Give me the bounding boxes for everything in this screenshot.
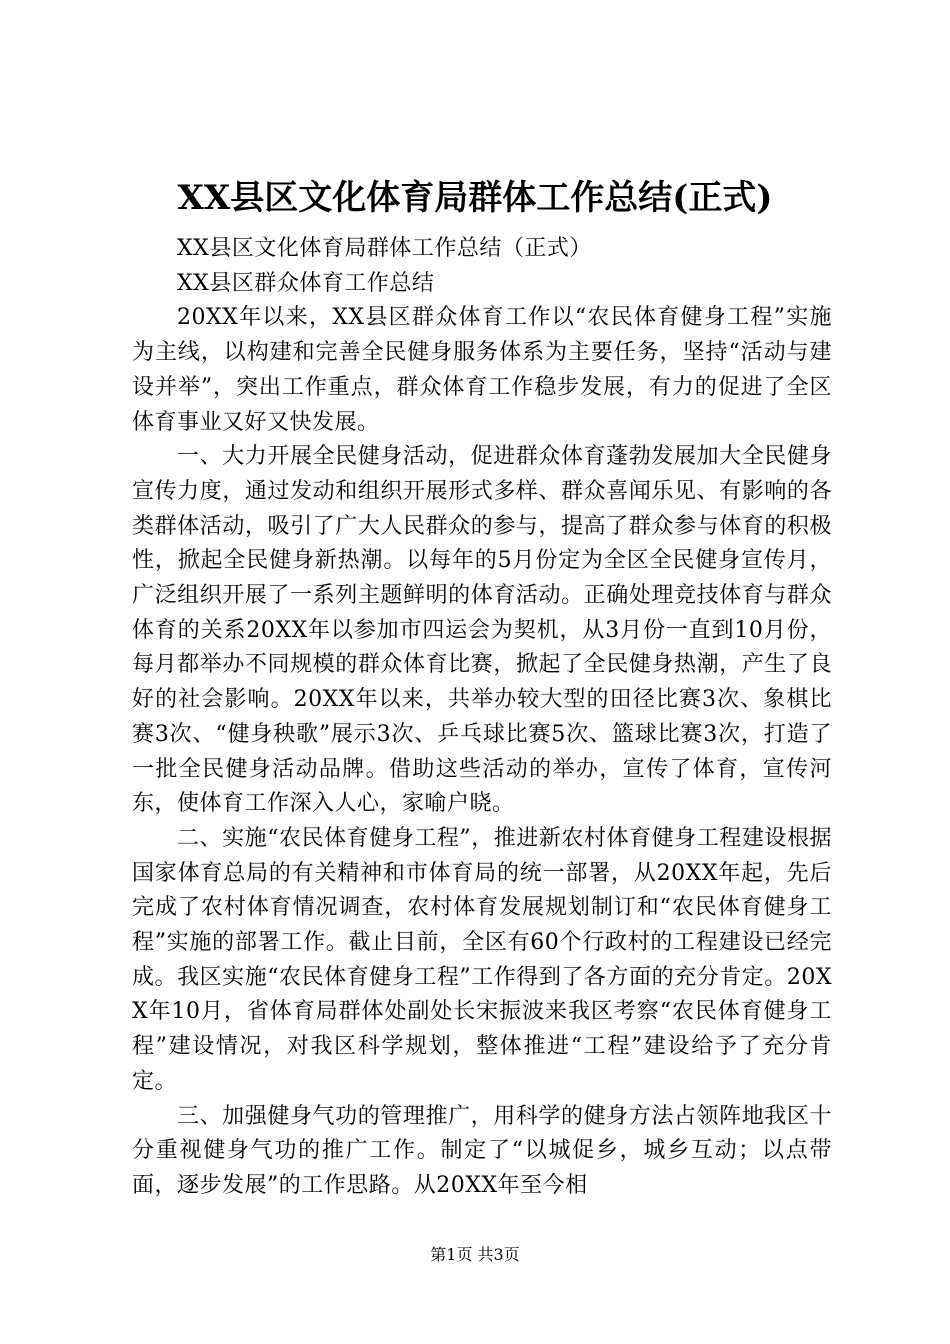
paragraph-section-2: 二、实施“农民体育健身工程”，推进新农村体育健身工程建设根据国家体育总局的有关精神和市体育局的统一部署，从20XX年起，先后完成了农村体育情况调查，农村体育发展规划制订和“农民体育健身工程”实施的部署工作。截止目前，全区有60个行政村的工程建设已经完成。我区实施“农民体育健身工程”工作得到了各方面的充分肯定。20XX年10月，省体育局群体处副处长宋振波来我区考察“农民体育健身工程”建设情况，对我区科学规划，整体推进“工程”建设给予了充分肯定。: [132, 825, 832, 1094]
page-number-footer: 第1页 共3页: [430, 1245, 520, 1264]
paragraph-intro: 20XX年以来，XX县区群众体育工作以“农民体育健身工程”实施为主线，以构建和完善全民健身服务体系为主要任务，坚持“活动与建设并举”，突出工作重点，群众体育工作稳步发展，有力的促进了全区体育事业又好又快发展。: [132, 305, 832, 435]
document-body: [132, 232, 832, 1204]
document-title: XX县区文化体育局群体工作总结(正式): [177, 178, 773, 218]
subtitle-line-1: XX县区文化体育局群体工作总结（正式）: [177, 236, 592, 261]
paragraph-section-1: 一、大力开展全民健身活动，促进群众体育蓬勃发展加大全民健身宣传力度，通过发动和组织开展形式多样、群众喜闻乐见、有影响的各类群体活动，吸引了广大人民群众的参与，提高了群众参与体育的积极性，掀起全民健身新热潮。以每年的5月份定为全区全民健身宣传月，广泛组织开展了一系列主题鲜明的体育活动。正确处理竞技体育与群众体育的关系20XX年以参加市四运会为契机，从3月份一直到10月份，每月都举办不同规模的群众体育比赛，掀起了全民健身热潮，产生了良好的社会影响。20XX年以来，共举办较大型的田径比赛3次、象棋比赛3次、“健身秧歌”展示3次、乒乓球比赛5次、篮球比赛3次，打造了一批全民健身活动品牌。借助这些活动的举办，宣传了体育，宣传河东，使体育工作深入人心，家喻户晓。: [132, 444, 832, 817]
paragraph-section-3: 三、加强健身气功的管理推广，用科学的健身方法占领阵地我区十分重视健身气功的推广工作。制定了“以城促乡，城乡互动；以点带面，逐步发展”的工作思路。从20XX年至今相: [132, 1103, 832, 1198]
subtitle-line-2: XX县区群众体育工作总结: [177, 270, 435, 296]
